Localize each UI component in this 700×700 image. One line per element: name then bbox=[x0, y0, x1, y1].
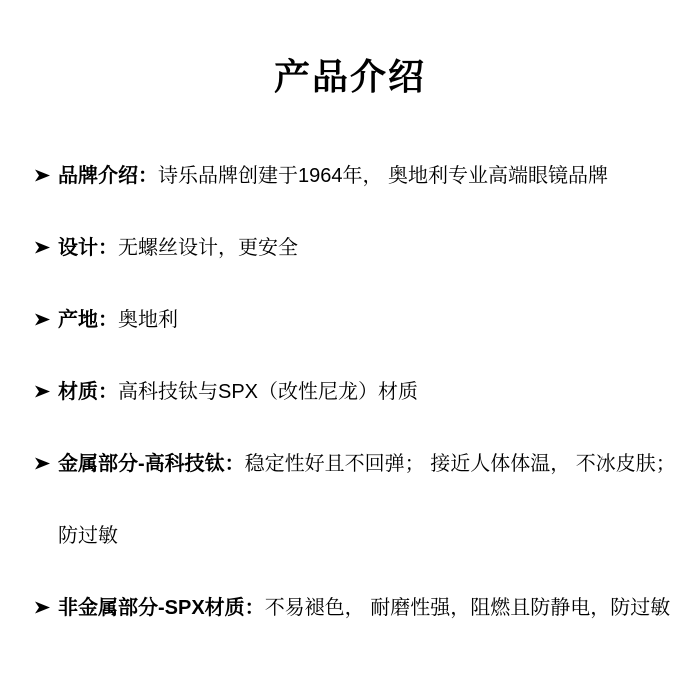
bullet-label: 产地： bbox=[58, 309, 118, 331]
bullet-text: 奥地利 bbox=[118, 309, 178, 331]
page-title: 产品介绍 bbox=[273, 56, 426, 97]
arrowhead-right-icon bbox=[34, 455, 51, 472]
arrowhead-right-icon bbox=[34, 239, 51, 256]
arrowhead-right-icon bbox=[34, 383, 51, 400]
bullet-label: 材质： bbox=[58, 381, 118, 403]
bullet-item-brand bbox=[58, 140, 688, 212]
bullet-item-design bbox=[58, 212, 688, 284]
arrowhead-right-icon bbox=[34, 311, 51, 328]
bullet-item-origin bbox=[58, 284, 688, 356]
bullet-label: 金属部分-高科技钛： bbox=[58, 453, 245, 475]
arrowhead-right-icon bbox=[34, 167, 51, 184]
bullet-label: 设计： bbox=[58, 237, 118, 259]
bullet-text: 稳定性好且不回弹； 接近人体体温， 不冰皮肤； bbox=[244, 453, 676, 475]
bullet-label: 非金属部分-SPX材质： bbox=[58, 597, 265, 619]
bullet-label: 品牌介绍： bbox=[58, 165, 158, 187]
bullet-item-material bbox=[58, 356, 688, 428]
arrowhead-right-icon bbox=[34, 599, 51, 616]
bullet-text: 无螺丝设计，更安全 bbox=[118, 237, 298, 259]
bullet-text: 不易褪色， 耐磨性强，阻燃且防静电，防过敏 bbox=[264, 597, 671, 619]
bullet-text-continued: 防过敏 bbox=[58, 525, 118, 547]
bullet-text: 诗乐品牌创建于1964年， 奥地利专业高端眼镜品牌 bbox=[158, 165, 609, 187]
bullet-item-nonmetal-part bbox=[58, 572, 688, 644]
bullet-item-metal-part bbox=[58, 428, 688, 572]
bullet-list bbox=[0, 140, 700, 644]
bullet-text: 高科技钛与SPX（改性尼龙）材质 bbox=[118, 381, 419, 403]
